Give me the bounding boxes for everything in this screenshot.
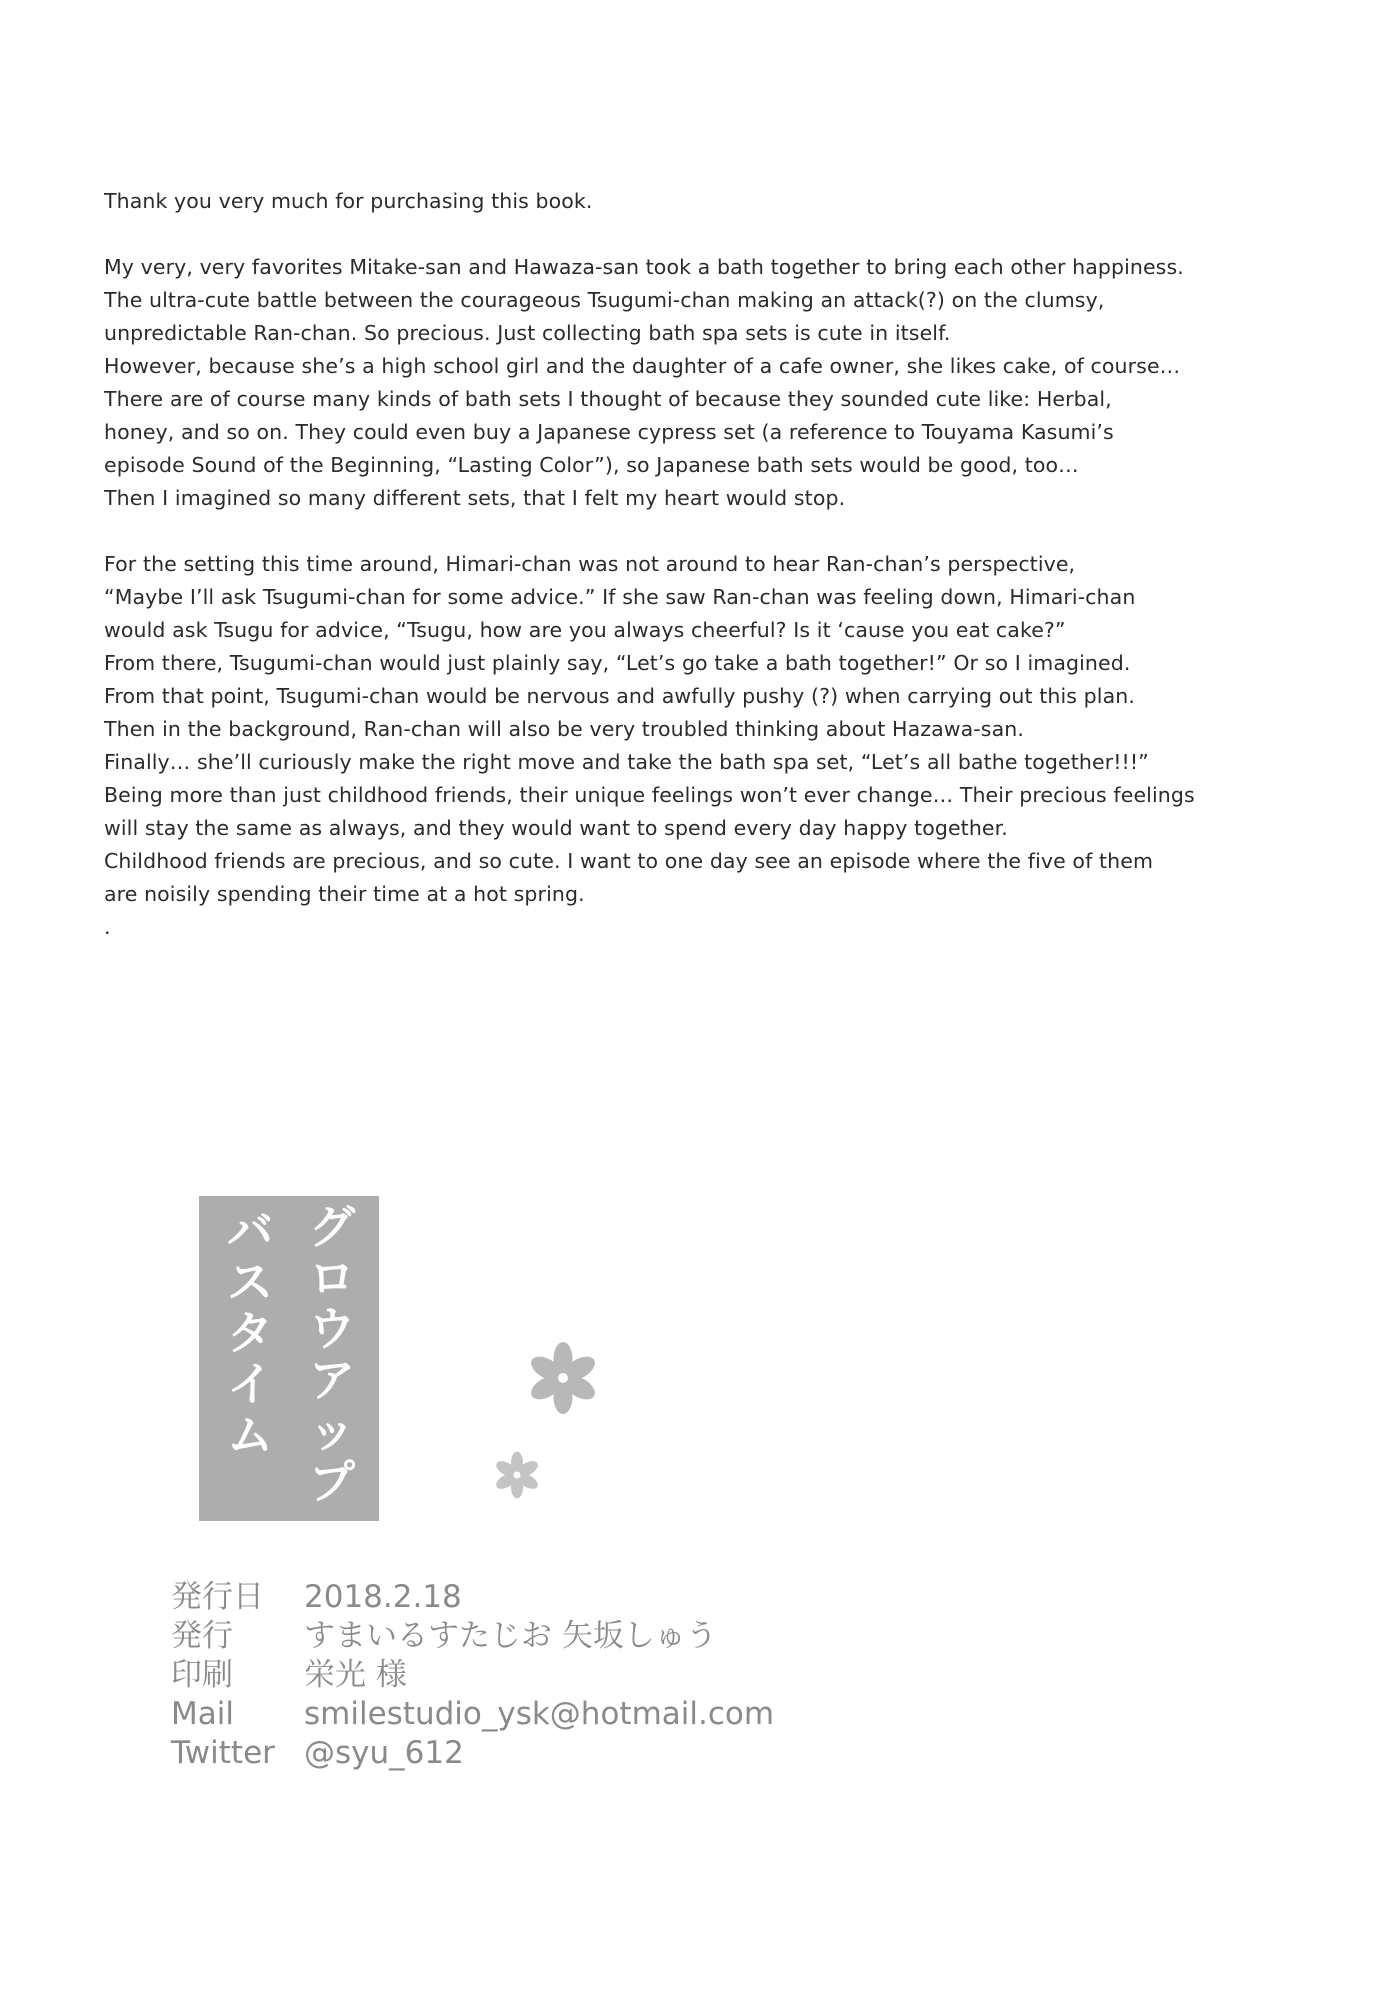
paragraph-gap [104,218,1304,251]
afterword-line: From there, Tsugumi-chan would just plainly say, “Let’s go take a bath together!” Or so I imagined. [104,651,1131,675]
colophon-row-publisher [171,1617,774,1656]
afterword-line: Being more than just childhood friends, their unique feelings won’t ever change… Their precious feelings [104,783,1195,807]
afterword-line: Then I imagined so many different sets, that I felt my heart would stop. [104,486,846,510]
colophon-value: 2018.2.18 [304,1579,462,1615]
afterword-line: episode Sound of the Beginning, “Lasting Color”), so Japanese bath sets would be good, too… [104,453,1079,477]
afterword-line: would ask Tsugu for advice, “Tsugu, how are you always cheerful? Is it ‘cause you eat cake?” [104,618,1066,642]
afterword-line: unpredictable Ran-chan. So precious. Just collecting bath spa sets is cute in itself. [104,321,951,345]
book-title-block [199,1196,379,1521]
colophon-row-mail [171,1695,774,1734]
book-title-line-2: バスタイム [227,1204,273,1462]
colophon-label: 印刷 [171,1657,233,1693]
afterword-line: will stay the same as always, and they would want to spend every day happy together. [104,816,1008,840]
afterword-line: From that point, Tsugumi-chan would be nervous and awfully pushy (?) when carrying out this plan. [104,684,1135,708]
afterword-line: honey, and so on. They could even buy a Japanese cypress set (a reference to Touyama Kasumi’s [104,420,1114,444]
colophon-label: Mail [171,1696,234,1732]
colophon-row-date [171,1578,774,1617]
afterword-line: . [104,915,111,939]
colophon-label: Twitter [171,1735,275,1771]
colophon-row-twitter [171,1734,774,1773]
colophon-value: @syu_612 [304,1735,464,1771]
colophon-label: 発行 [171,1618,233,1654]
colophon-value: 栄光 様 [304,1657,407,1693]
colophon-label: 発行日 [171,1579,264,1615]
paragraph-gap [104,515,1304,548]
colophon [171,1578,774,1773]
colophon-value: smilestudio_ysk@hotmail.com [304,1696,775,1732]
flower-icon [492,1450,542,1500]
book-title-line-1: グロウアップ [309,1200,355,1509]
afterword-line: “Maybe I’ll ask Tsugumi-chan for some advice.” If she saw Ran-chan was feeling down, Himari-chan [104,585,1136,609]
afterword-line: Thank you very much for purchasing this book. [104,189,593,213]
afterword-line: For the setting this time around, Himari-chan was not around to hear Ran-chan’s perspective, [104,552,1076,576]
afterword-line: Then in the background, Ran-chan will also be very troubled thinking about Hazawa-san. [104,717,1024,741]
afterword-line: Childhood friends are precious, and so cute. I want to one day see an episode where the five of them [104,849,1154,873]
flower-icon [525,1340,601,1416]
afterword-line: However, because she’s a high school girl and the daughter of a cafe owner, she likes cake, of course… [104,354,1181,378]
afterword-text [104,185,1304,944]
afterword-line: My very, very favorites Mitake-san and Hawaza-san took a bath together to bring each other happiness. [104,255,1184,279]
afterword-line: Finally… she’ll curiously make the right move and take the bath spa set, “Let’s all bathe together!!!” [104,750,1149,774]
colophon-row-printer [171,1656,774,1695]
colophon-value: すまいるすたじお 矢坂しゅう [304,1618,717,1654]
afterword-line: are noisily spending their time at a hot spring. [104,882,585,906]
afterword-line: There are of course many kinds of bath sets I thought of because they sounded cute like: Herbal, [104,387,1112,411]
afterword-line: The ultra-cute battle between the courageous Tsugumi-chan making an attack(?) on the clumsy, [104,288,1105,312]
